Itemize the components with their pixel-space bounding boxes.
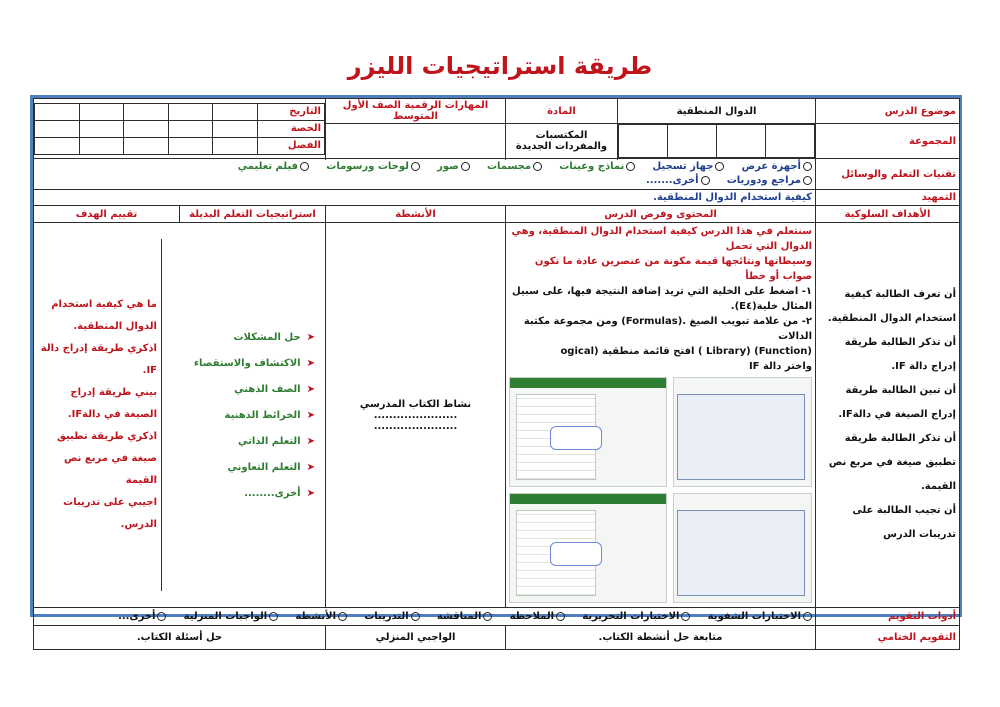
strategies-cell	[162, 239, 326, 591]
intro-label: التمهيد	[816, 190, 960, 206]
tech-option[interactable]: صور	[437, 160, 470, 174]
tech-option[interactable]: فيلم تعليمي	[238, 160, 309, 174]
intro-value: كيفية استخدام الدوال المنطقية.	[34, 190, 816, 206]
evaluation-header: تقييم الهدف	[75, 208, 138, 220]
tech-label: تقنيات التعلم والوسائل	[816, 159, 960, 190]
arrow-icon: ➤	[306, 383, 315, 395]
activities-cell	[326, 223, 506, 608]
date-label: التاريخ	[258, 103, 325, 120]
objective-item: أن تعرف الطالبة كيفية استخدام الدوال المنطقية.	[827, 289, 956, 324]
arrow-icon: ➤	[306, 487, 315, 499]
radio-icon	[411, 162, 420, 171]
tech-option[interactable]: أجهزة عرض	[742, 160, 812, 174]
radio-icon	[681, 612, 690, 621]
radio-icon	[803, 162, 812, 171]
evaluation-item: ما هي كيفية استخدام الدوال المنطقية.	[51, 299, 157, 332]
assessment-option[interactable]: الاختبارات التحريرية	[582, 611, 690, 622]
class-label: الفصل	[258, 137, 325, 154]
final-label: التقويم الختامي	[816, 626, 960, 650]
strategy-item: ➤التعلم التعاوني	[227, 461, 315, 473]
vocab-value	[326, 124, 506, 159]
objective-item: أن تذكر الطالبة طريقة تطبيق صيغة في مربع نص القيمة.	[828, 433, 956, 492]
content-step2: ٢- من علامة تبويب الصيغ .(Formulas) ومن مجموعة مكتبة الدالات	[523, 316, 812, 342]
content-intro-2: وسيطاتها ونتائجها قيمة مكونة من عنصرين عادة ما تكون صواب أو خطأ	[534, 256, 812, 282]
evaluation-cell	[34, 239, 162, 591]
strategies-header: استراتيجيات التعلم البديلة	[180, 206, 326, 222]
subject-value: المهارات الرقمية الصف الأول المتوسط	[326, 99, 506, 124]
excel-screenshot-image-2	[509, 493, 667, 603]
content-step1b: المثال خلية(E٤).	[730, 301, 812, 312]
final-value: متابعة حل أنشطة الكتاب.	[506, 626, 816, 650]
evaluation-item: اذكري طريقة إدراج دالة IF.	[40, 343, 157, 376]
assessment-option[interactable]: أخرى...	[118, 611, 166, 622]
radio-icon	[715, 162, 724, 171]
assessment-option[interactable]: التدريبات	[364, 611, 419, 622]
content-cell	[506, 223, 816, 608]
content-header: المحتوى وفرض الدرس	[506, 206, 816, 223]
vocab-label: المكتسبات والمفردات الجديدة	[506, 124, 618, 159]
radio-icon	[533, 162, 542, 171]
activities-header: الأنشطة	[326, 206, 506, 223]
tech-option[interactable]: جهاز تسجيل	[653, 160, 725, 174]
activity-dots: ......................	[373, 409, 458, 421]
radio-icon	[701, 176, 710, 185]
strategies-eval-header	[34, 206, 326, 223]
strategy-item: ➤التعلم الذاتي	[238, 435, 315, 447]
lesson-plan-table	[33, 98, 960, 650]
tech-option[interactable]: مراجع ودوريات	[727, 174, 812, 188]
group-label: المجموعة	[816, 124, 960, 159]
tech-option[interactable]: لوحات ورسومات	[326, 160, 420, 174]
radio-icon	[338, 612, 347, 621]
assessment-option[interactable]: المناقشة	[437, 611, 493, 622]
topic-value: الدوال المنطقية	[618, 99, 816, 124]
group-cells	[618, 124, 816, 159]
evaluation-item: اجيبي على تدريبات الدرس.	[63, 497, 157, 530]
homework-label: الواجبي المنزلي	[326, 626, 506, 650]
strategy-item: ➤أخرى........	[244, 487, 315, 499]
radio-icon	[803, 612, 812, 621]
activity-dots-2: ......................	[373, 420, 458, 432]
subject-label: المادة	[506, 99, 618, 124]
period-label: الحصة	[258, 120, 325, 137]
strategy-item: ➤حل المشكلات	[233, 331, 315, 343]
strategy-item: ➤الاكتشاف والاستقصاء	[193, 357, 315, 369]
radio-icon	[300, 162, 309, 171]
arrow-icon: ➤	[306, 409, 315, 421]
date-block	[34, 99, 326, 159]
objective-item: أن تجيب الطالبة على تدريبات الدرس	[852, 505, 956, 540]
arrow-icon: ➤	[306, 331, 315, 343]
tech-option[interactable]: أخرى.......	[646, 174, 710, 188]
topic-label: موضوع الدرس	[816, 99, 960, 124]
content-step2b: (Function) (Library ) افتح قائمة منطقية (ogical	[560, 346, 812, 357]
radio-icon	[269, 612, 278, 621]
assessment-option[interactable]: الاختبارات الشفوية	[708, 611, 812, 622]
arrow-icon: ➤	[306, 435, 315, 447]
tech-option[interactable]: مجسمات	[487, 160, 542, 174]
formula-panel-image-2	[673, 493, 812, 603]
tech-option[interactable]: نماذج وعينات	[559, 160, 635, 174]
strategy-item: ➤الخرائط الذهنية	[224, 409, 315, 421]
radio-icon	[157, 612, 166, 621]
objectives-cell	[816, 223, 960, 608]
radio-icon	[483, 612, 492, 621]
content-step2c: واختر دالة IF	[748, 361, 812, 372]
strategies-eval-cell	[34, 223, 326, 608]
assessment-option[interactable]: الأنشطة	[295, 611, 347, 622]
excel-screenshot-image	[509, 377, 667, 487]
formula-panel-image	[673, 377, 812, 487]
evaluation-item: اذكري طريقة تطبيق صيغة في مربع نص القيمة	[56, 431, 157, 486]
content-intro: سنتعلم في هذا الدرس كيفية استخدام الدوال المنطقية، وهي الدوال التي تحمل	[511, 226, 812, 252]
radio-icon	[461, 162, 470, 171]
activity-title: نشاط الكتاب المدرسي	[359, 398, 472, 410]
arrow-icon: ➤	[306, 357, 315, 369]
page-title: طريقة استراتيجيات الليزر	[347, 52, 653, 80]
arrow-icon: ➤	[306, 461, 315, 473]
radio-icon	[556, 612, 565, 621]
tech-options	[34, 159, 816, 190]
radio-icon	[411, 612, 420, 621]
evaluation-item: بيني طريقة إدراج الصيغة في دالةIF.	[67, 387, 157, 420]
radio-icon	[803, 176, 812, 185]
objective-item: أن تذكر الطالبة طريقة إدراج دالة IF.	[844, 337, 956, 372]
assessment-options	[34, 608, 816, 626]
objectives-header: الأهداف السلوكية	[816, 206, 960, 223]
radio-icon	[626, 162, 635, 171]
assessment-label: أدوات التقويم	[816, 608, 960, 626]
strategy-item: ➤الصف الذهني	[234, 383, 315, 395]
assessment-option[interactable]: الملاحظة	[510, 611, 566, 622]
objective-item: أن تبين الطالبة طريقة إدراج الصيغة في دالةIF.	[838, 385, 956, 420]
homework-value: حل أسئلة الكتاب.	[34, 626, 326, 650]
content-step1: ١- اضغط على الخلية التي تريد إضافة النتيجة فيها، على سبيل	[512, 286, 812, 297]
assessment-option[interactable]: الواجبات المنزلية	[184, 611, 279, 622]
